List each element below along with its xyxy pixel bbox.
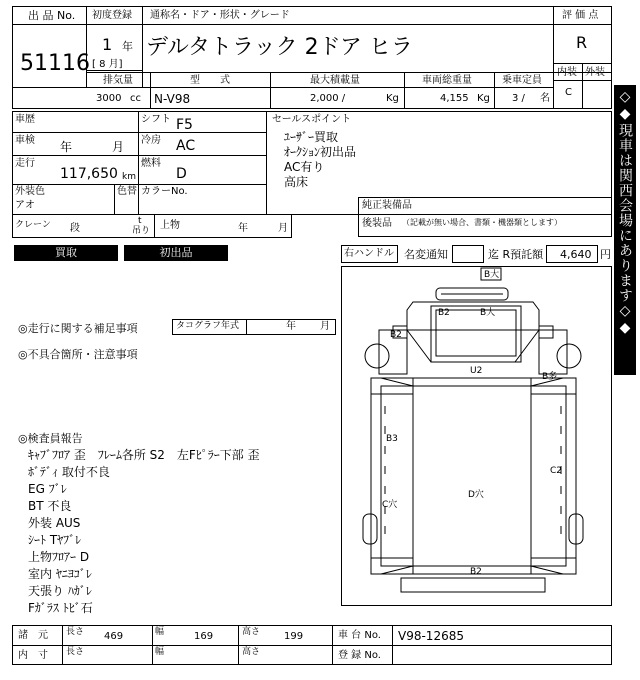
sales-point: ｵｰｸｼｮﾝ初出品 (284, 145, 357, 159)
inspector-label: ◎検査員報告 (18, 432, 83, 445)
height-label: 高さ (242, 647, 261, 657)
truck-diagram (341, 266, 612, 606)
inner-label: 内 寸 (18, 650, 48, 661)
kg-unit: Kg (386, 93, 399, 104)
aftermarket-note: （記載が無い場合、書類・機器類とします） (402, 218, 562, 227)
name-change-label: 名変通知 (404, 248, 448, 261)
divider (12, 645, 612, 646)
diagram-mark: U2 (470, 366, 483, 376)
length-value: 469 (104, 631, 124, 642)
divider (358, 197, 612, 198)
diagram-mark: C穴 (382, 500, 398, 510)
remote-label: 迄 R預託額 (488, 248, 544, 261)
tacho-year-unit: 年 (286, 321, 296, 332)
first-reg-year: 1 (102, 35, 113, 54)
lot-no: 51116 (20, 51, 90, 76)
tacho-label: タコグラフ年式 (176, 321, 240, 331)
car-name: デルタトラック 2ドア ヒラ (146, 35, 413, 60)
capacity-label: 乗車定員 (502, 75, 542, 86)
lift-unit: 吊り (132, 226, 151, 236)
divider (266, 111, 267, 215)
diagram-mark: B3 (386, 434, 398, 444)
upper-label: 上物 (160, 220, 180, 231)
year-unit: 年 (122, 40, 133, 53)
divider (138, 111, 139, 215)
mileage: 117,650 (60, 166, 118, 182)
width-label: 幅 (155, 627, 165, 637)
buy-badge: 買取 (14, 245, 118, 261)
sales-point: ﾕｰｻﾞｰ買取 (284, 130, 339, 144)
name-label: 通称名・ドア・形状・グレード (150, 10, 290, 21)
interior-label: 内装 (557, 67, 577, 78)
divider (12, 87, 553, 88)
note-line: EG ﾌﾞﾚ (28, 482, 67, 496)
sales-point: AC有り (284, 160, 325, 174)
first-reg-month: [ 8 月] (92, 59, 123, 70)
note-line: 上物ﾌﾛｱｰ D (28, 550, 90, 564)
note-line: 天張り ﾊｶﾞﾚ (28, 584, 92, 598)
divider (246, 319, 247, 335)
fuel-label: 燃料 (141, 158, 161, 169)
divider (404, 72, 405, 109)
chassis-no: V98-12685 (398, 629, 464, 643)
genuine-label: 純正装備品 (362, 200, 412, 211)
len-label: 長さ (66, 627, 85, 637)
model-label: 型 式 (190, 75, 230, 86)
ton-unit: t (138, 216, 142, 226)
divider (152, 625, 153, 665)
divider (62, 625, 63, 665)
divider (86, 72, 612, 73)
km-unit: km (122, 172, 136, 182)
divider (114, 184, 115, 215)
gross-weight-label: 車両総重量 (422, 75, 472, 86)
divider (12, 184, 266, 185)
note-line: Fｶﾞﾗｽ ﾄﾋﾞ石 (28, 601, 93, 615)
len-label: 長さ (66, 647, 85, 657)
aftermarket-label: 後装品 (362, 218, 392, 229)
interior-grade: C (565, 87, 572, 98)
divider (553, 24, 612, 25)
diagram-mark: D穴 (468, 490, 484, 500)
max-load: 2,000 / (310, 93, 346, 104)
person-unit: 名 (540, 93, 550, 104)
rhd-label: 右ハンドル (344, 248, 394, 259)
divider (358, 197, 359, 215)
cc-unit: cc (130, 93, 141, 104)
note-line: BT 不良 (28, 499, 72, 513)
mileage-label: 走行 (15, 158, 35, 169)
height-value: 199 (284, 631, 304, 642)
divider (494, 72, 495, 109)
chassis-label: 車 台 No. (338, 630, 381, 641)
location-text: ◇◆現車は関西会場にあります◇◆ (617, 89, 633, 337)
color: アオ (15, 200, 35, 211)
ac: AC (176, 138, 196, 154)
divider (332, 625, 333, 665)
max-load-label: 最大積載量 (310, 75, 360, 86)
diagram-mark: B2 (438, 308, 450, 318)
shift: F5 (176, 117, 193, 133)
gross-weight: 4,155 (440, 93, 469, 104)
dims-label: 諸 元 (18, 630, 48, 641)
diagram-mark: C2 (550, 466, 563, 476)
lot-no-label: 出 品 No. (28, 9, 76, 22)
diagram-mark: B2 (470, 567, 482, 577)
divider (553, 6, 554, 109)
exterior-label: 外装 (585, 67, 605, 78)
color-label: 外装色 (15, 186, 45, 197)
defects-label: ◎不具合箇所・注意事項 (18, 348, 138, 361)
inspection-year-unit: 年 (60, 140, 73, 154)
width-value: 169 (194, 631, 214, 642)
shift-label: シフト (141, 114, 171, 125)
divider (270, 72, 271, 109)
height-label: 高さ (242, 627, 261, 637)
score-label: 評 価 点 (562, 10, 599, 21)
score: R (576, 33, 588, 52)
location-sidebar (614, 85, 636, 375)
note-line: ﾎﾞﾃﾞｨ 取付不良 (28, 465, 110, 479)
model: N-V98 (154, 92, 191, 106)
first-listing-badge: 初出品 (124, 245, 228, 261)
tacho-month-unit: 月 (320, 321, 330, 332)
displacement: 3000 (96, 93, 122, 104)
stage-unit: 段 (70, 223, 80, 234)
diagram-mark: B2 (390, 330, 402, 340)
first-reg-label: 初度登録 (92, 10, 132, 21)
diagram-mark: B多 (542, 372, 558, 382)
note-line: ｼｰﾄ Tﾔﾌﾞﾚ (28, 533, 82, 547)
diagram-mark: B大 (480, 308, 496, 318)
supplement-label: ◎走行に関する補足事項 (18, 322, 138, 335)
divider (142, 6, 143, 87)
inspection-month-unit: 月 (112, 140, 125, 154)
divider (12, 24, 553, 25)
inspection-label: 車検 (15, 135, 35, 146)
upper-month-unit: 月 (278, 223, 288, 234)
ac-label: 冷房 (141, 135, 161, 146)
deposit: 4,640 (560, 248, 592, 261)
fuel: D (176, 166, 187, 182)
color-no-label-2: カラーNo. (141, 186, 188, 197)
sales-label: セールスポイント (272, 114, 352, 125)
divider (12, 132, 266, 133)
diagram-mark: B大 (484, 270, 500, 280)
divider (154, 214, 155, 238)
note-line: 外装 AUS (28, 516, 81, 530)
divider (150, 72, 151, 109)
displacement-label: 排気量 (103, 75, 133, 86)
sales-point: 高床 (284, 175, 309, 189)
name-change-box (452, 245, 484, 263)
crane-frame (12, 214, 292, 238)
color-no-label: 色替 (117, 186, 137, 197)
yen-unit: 円 (600, 248, 611, 261)
inspector-notes (28, 447, 260, 617)
capacity: 3 / (512, 93, 525, 104)
note-line: ｷｬﾌﾞﾌﾛｱ 歪 ﾌﾚｰﾑ各所 S2 左Fﾋﾟﾗｰ下部 歪 (28, 448, 260, 462)
crane-label: クレーン (15, 220, 51, 230)
divider (238, 625, 239, 665)
note-line: 室内 ﾔﾆﾖｺﾞﾚ (28, 567, 92, 581)
reg-label: 登 録 No. (338, 650, 381, 661)
divider (12, 155, 266, 156)
history-label: 車歴 (15, 114, 35, 125)
divider (582, 63, 583, 109)
upper-year-unit: 年 (238, 223, 248, 234)
kg-unit-2: Kg (477, 93, 490, 104)
width-label: 幅 (155, 647, 165, 657)
divider (392, 625, 393, 665)
